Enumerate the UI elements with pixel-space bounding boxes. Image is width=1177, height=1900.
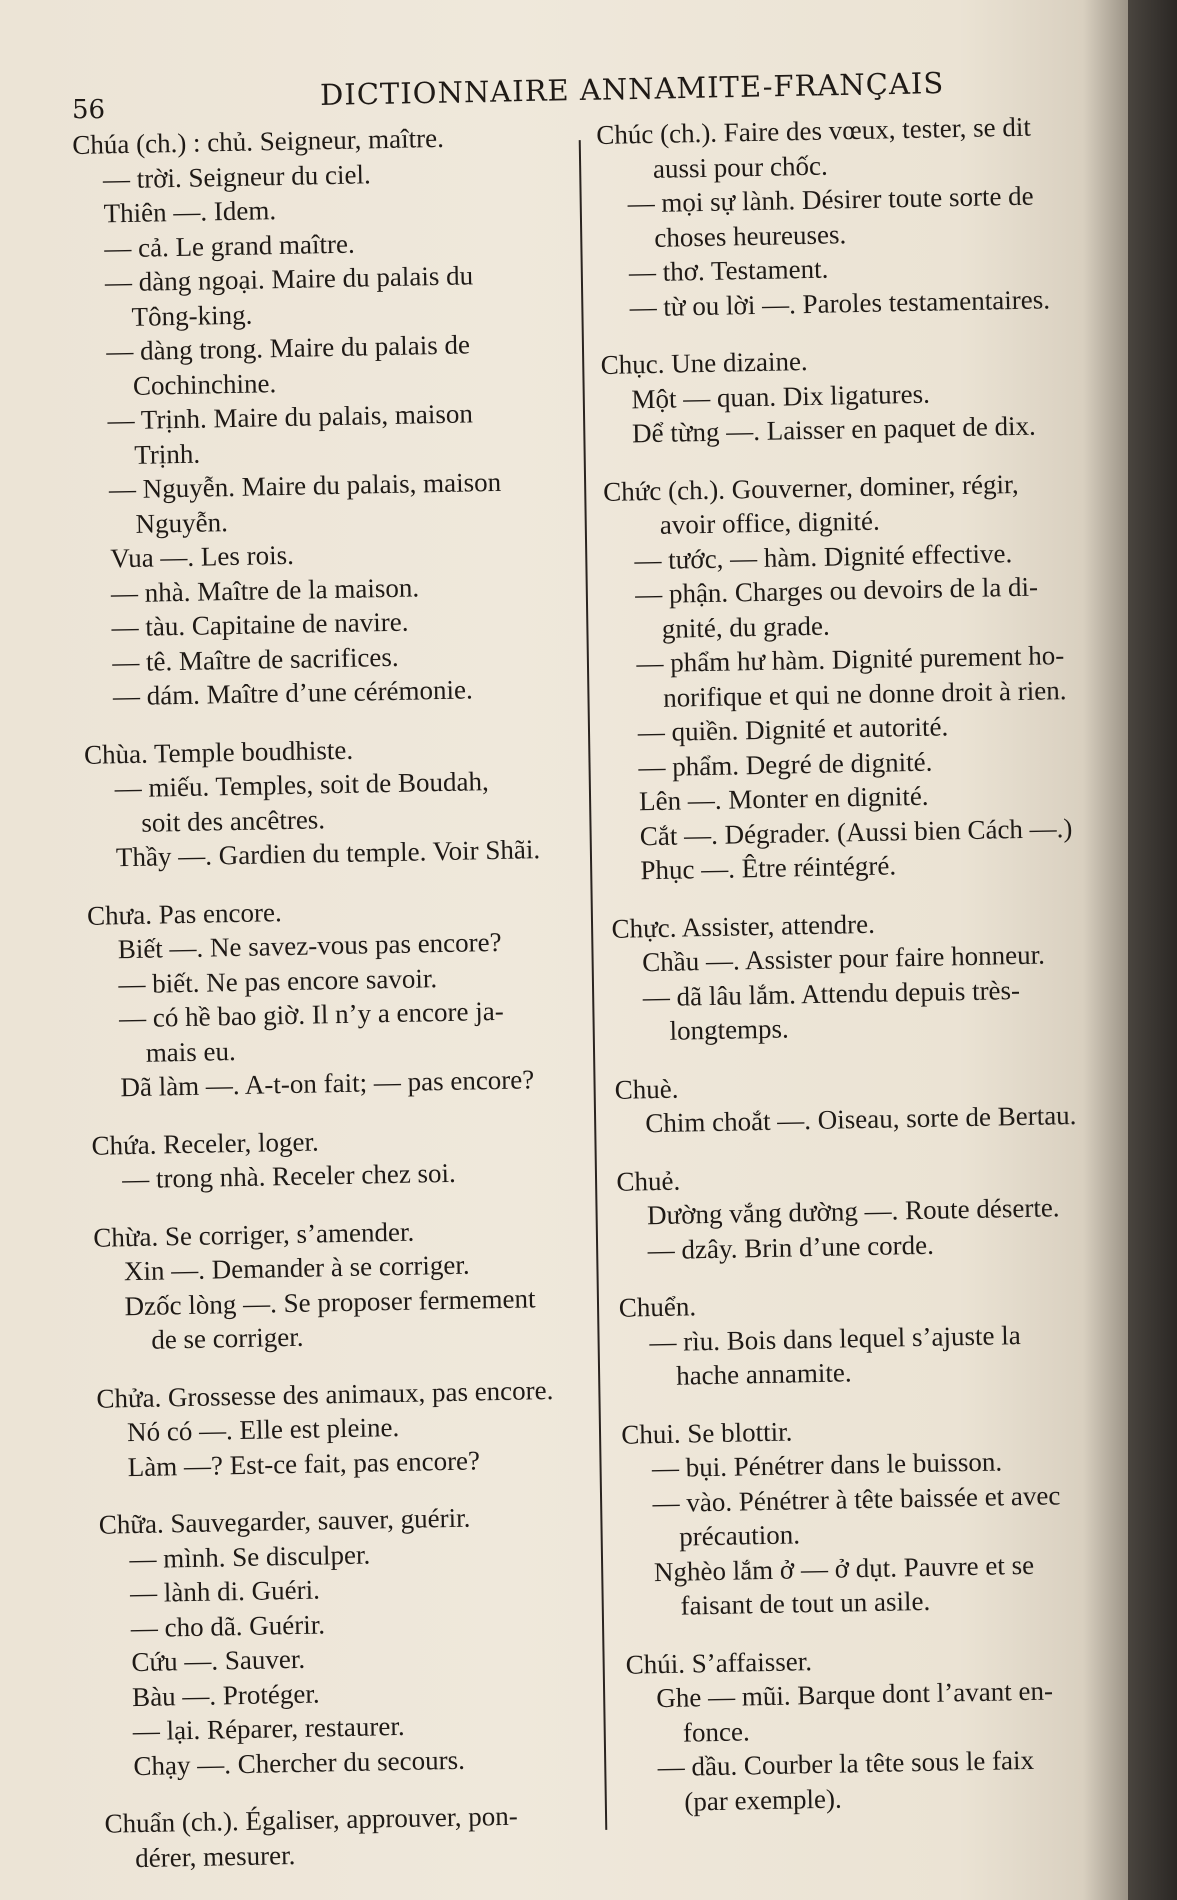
entry-line: précaution. [678,1519,801,1552]
entry-line: choses heureuses. [654,218,847,253]
entry-line: — tê. Maître de sacrifices. [111,641,399,677]
entry-line: — mình. Se disculper. [129,1539,371,1574]
entry-line: — dàng trong. Maire du palais de [106,329,471,367]
entry-line: fonce. [682,1715,750,1748]
entry-headword-line: Chữa. Sauvegarder, sauver, guérir. [98,1502,471,1540]
entry-line: — lại. Réparer, restaurer. [132,1710,405,1747]
right-column [596,108,1128,1843]
entry-line: Chạy —. Chercher du secours. [133,1744,466,1781]
entry-line: mais eu. [145,1035,237,1068]
entry-line: — phận. Charges ou devoirs de la di- [634,571,1039,610]
entry-line: faisant de tout un asile. [680,1585,931,1621]
running-head: DICTIONNAIRE ANNAMITE-FRANÇAIS [319,66,945,112]
entry-headword-line: Chực. Assister, attendre. [611,908,876,944]
entry-line: Phục —. Être réintégré. [640,850,897,886]
entry-line: — trời. Seigneur du ciel. [102,158,371,194]
dictionary-entry [91,1118,622,1197]
entry-line: — rìu. Bois dans lequel s’ajuste la [649,1319,1021,1357]
entry-line: norifique et qui ne donne droit à rien. [662,674,1067,713]
entry-line: — mọi sự lành. Désirer toute sorte de [627,180,1034,219]
entry-line: — phẩm hư hàm. Dignité purement ho- [636,640,1065,679]
entry-headword-line: Chuẩn (ch.). Égaliser, approuver, pon- [104,1800,518,1839]
entry-line: — dám. Maître d’une cérémonie. [112,674,473,712]
entry-line: Biết —. Ne savez-vous pas encore? [117,926,502,965]
dictionary-entry [611,901,1128,1049]
dictionary-entry [84,727,617,875]
entry-line: — dã lâu lắm. Attendu depuis très- [642,974,1021,1012]
entry-line: Vua —. Les rois. [109,539,295,574]
entry-line: — tước, — hàm. Dignité effective. [634,537,1013,575]
entry-line: — cho dã. Guérir. [130,1608,326,1643]
entry-line: — trong nhà. Receler chez soi. [121,1157,457,1195]
entry-line: — bụi. Pénétrer dans le buisson. [651,1446,1003,1484]
book-gutter-shadow [1128,0,1177,1900]
entry-line: — Trịnh. Maire du palais, maison [107,398,474,436]
entry-line: Cắt —. Dégrader. (Aussi bien Cách —.) [639,812,1073,851]
dictionary-entry [596,108,1128,325]
dictionary-entry [104,1797,635,1876]
dictionary-entry [600,338,1128,452]
entry-line: — dầu. Courber la tête sous le faix [657,1744,1035,1783]
entry-line: Một — quan. Dix ligatures. [631,378,931,414]
entry-line: — Nguyễn. Maire du palais, maison [108,466,502,505]
dictionary-entry [72,118,613,715]
entry-headword-line: Chúa (ch.) : chủ. Seigneur, maître. [72,122,445,160]
entry-line: Trịnh. [133,438,201,470]
entry-line: Nguyễn. [135,506,229,539]
entry-line: dérer, mesurer. [134,1839,296,1873]
entry-headword-line: Chục. Une dizaine. [600,345,808,380]
entry-headword-line: Chứa. Receler, loger. [91,1125,320,1161]
entry-headword-line: Chúi. S’affaisser. [625,1645,813,1680]
entry-headword-line: Chuè. [614,1073,679,1105]
entry-line: Dzốc lòng —. Se proposer fermement [124,1282,536,1321]
entry-line: — vào. Pénétrer à tête baissée et avec [652,1479,1061,1518]
entry-line: Bàu —. Protéger. [131,1678,320,1712]
entry-line: Thiên —. Idem. [103,195,277,229]
dictionary-entry [93,1210,626,1358]
entry-line: Nó có —. Elle est pleine. [126,1411,400,1448]
entry-line: — nhà. Maître de la maison. [110,571,420,608]
entry-line: Ghe — mũi. Barque dont l’avant en- [656,1675,1054,1714]
dictionary-entry [603,464,1128,888]
entry-line: Xin —. Demander à se corriger. [123,1249,470,1287]
entry-line: Lên —. Monter en dignité. [638,780,929,817]
entry-headword-line: Chửa. Grossesse des animaux, pas encore. [96,1374,554,1414]
dictionary-entry [98,1498,633,1784]
entry-line: (par exemple). [684,1783,843,1817]
entry-headword-line: Chưa. Pas encore. [86,896,282,931]
entry-headword-line: Chuẻ. [616,1165,681,1197]
entry-line: gnité, du grade. [661,610,831,644]
dictionary-entry [87,888,621,1105]
entry-line: Thầy —. Gardien du temple. Voir Shãi. [115,834,541,873]
entry-line: Tông-king. [131,299,253,332]
entry-headword-line: Chức (ch.). Gouverner, dominer, régir, [602,468,1019,507]
entry-line: Dã làm —. A-t-on fait; — pas encore? [120,1064,535,1103]
dictionary-entry [625,1637,1128,1820]
entry-line: — dzây. Brin d’une corde. [647,1229,935,1265]
entry-line: — phẩm. Degré de dignité. [638,746,933,782]
entry-line: aussi pour chốc. [652,150,828,184]
entry-line: — lành di. Guéri. [129,1574,321,1609]
entry-line: — thơ. Testament. [628,253,829,288]
entry-line: Nghèo lắm ở — ở dụt. Pauvre et se [653,1549,1035,1587]
entry-line: — biết. Ne pas encore savoir. [118,962,438,999]
entry-line: — quiền. Dignité et autorité. [637,711,949,748]
entry-headword-line: Chừa. Se corriger, s’amender. [93,1216,415,1253]
entry-headword-line: Chui. Se blottir. [620,1415,793,1450]
entry-line: — từ ou lời —. Paroles testamentaires. [629,283,1051,322]
entry-line: — có hề bao giờ. Il n’y a encore ja- [118,995,504,1034]
entry-line: de se corriger. [150,1321,304,1355]
entry-line: longtemps. [669,1013,790,1046]
entry-line: Chim choắt —. Oiseau, sorte de Bertau. [645,1099,1077,1139]
entry-line: Cứu —. Sauver. [131,1643,306,1678]
entry-line: Dường vắng dường —. Route déserte. [646,1192,1060,1231]
entry-line: hache annamite. [675,1357,852,1391]
dictionary-entry [619,1280,1128,1394]
left-column [72,118,636,1899]
entry-line: — tàu. Capitaine de navire. [111,606,409,643]
dictionary-entry [96,1371,628,1485]
entry-line: Chầu —. Assister pour faire honneur. [641,939,1046,978]
entry-line: — cả. Le grand maître. [104,228,355,263]
entry-headword-line: Chuển. [618,1291,697,1323]
page-number: 56 [72,95,106,125]
entry-line: Dể từng —. Laisser en paquet de dix. [631,410,1037,449]
entry-headword-line: Chùa. Temple boudhiste. [83,734,354,770]
entry-line: Cochinchine. [132,367,277,401]
entry-headword-line: Chúc (ch.). Faire des vœux, tester, se dit [596,111,1032,150]
dictionary-entry [616,1154,1128,1268]
entry-line: avoir office, dignité. [659,505,881,540]
entry-line: Làm —? Est-ce fait, pas encore? [127,1444,481,1482]
entry-line: soit des ancêtres. [141,803,326,838]
entry-line: — dàng ngoại. Maire du palais du [104,260,474,298]
entry-line: — miếu. Temples, soit de Boudah, [114,766,489,804]
dictionary-entry [621,1407,1128,1624]
dictionary-entry [614,1062,1128,1141]
